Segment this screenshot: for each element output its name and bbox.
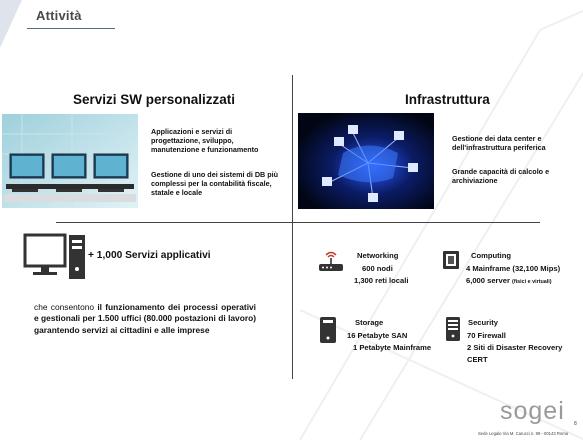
computing-title: Computing [471, 251, 512, 260]
section-heading-infrastructure: Infrastruttura [405, 92, 490, 107]
cpu-icon [441, 249, 461, 271]
networking-lans: 1,300 reti locali [354, 276, 409, 285]
computing-servers [466, 276, 552, 287]
computing-servers-count: 6,000 server [466, 276, 510, 285]
infrastructure-description-1: Gestione dei data center e dell'infrastruttura periferica [452, 134, 546, 153]
firewall-server-icon [445, 316, 461, 342]
network-image [298, 113, 434, 209]
page-title: Attività [36, 8, 82, 23]
networking-title: Networking [357, 251, 399, 260]
footer-address: Sede Legale Via M. Carucci n. 99 - 00143 Roma [478, 431, 569, 436]
computing-mainframe: 4 Mainframe (32,100 Mips) [466, 264, 561, 273]
storage-san: 16 Petabyte SAN [347, 331, 408, 340]
computing-servers-note: (fisici e virtuali) [512, 279, 552, 285]
page-number: 8 [574, 421, 577, 427]
section-heading-software: Servizi SW personalizzati [73, 92, 236, 107]
security-firewall: 70 Firewall [467, 331, 506, 340]
corner-decoration [0, 0, 22, 48]
sogei-logo: sogei [500, 397, 565, 425]
software-description-2: Gestione di uno dei sistemi di DB più complessi per la contabilità fiscale, statale e locale [151, 170, 278, 198]
services-description-prefix: che consentono [34, 302, 95, 312]
desktop-computer-icon [23, 231, 89, 283]
storage-drive-icon [319, 316, 337, 344]
security-cert: CERT [467, 355, 488, 364]
background-watermark [300, 10, 583, 440]
monitors-image [2, 114, 138, 208]
services-count: + 1,000 Servizi applicativi [88, 250, 211, 261]
storage-title: Storage [355, 318, 384, 327]
networking-nodes: 600 nodi [362, 264, 393, 273]
router-icon [318, 248, 344, 274]
infrastructure-description-2: Grande capacità di calcolo e archiviazione [452, 167, 550, 186]
horizontal-divider [56, 222, 540, 223]
storage-mainframe: 1 Petabyte Mainframe [353, 343, 432, 352]
software-description-1: Applicazioni e servizi di progettazione, sviluppo, manutenzione e funzionamento [151, 127, 259, 155]
security-title: Security [468, 318, 498, 327]
security-disaster-recovery: 2 Siti di Disaster Recovery [467, 343, 563, 352]
title-underline [27, 28, 115, 29]
services-description-body: il funzionamento dei processi operativi e gestionali per 1.500 uffici (80.000 postazioni di lavoro) garantendo servizi ai cittadini e alle imprese [34, 302, 257, 335]
vertical-divider [292, 75, 293, 379]
services-description [34, 302, 256, 336]
